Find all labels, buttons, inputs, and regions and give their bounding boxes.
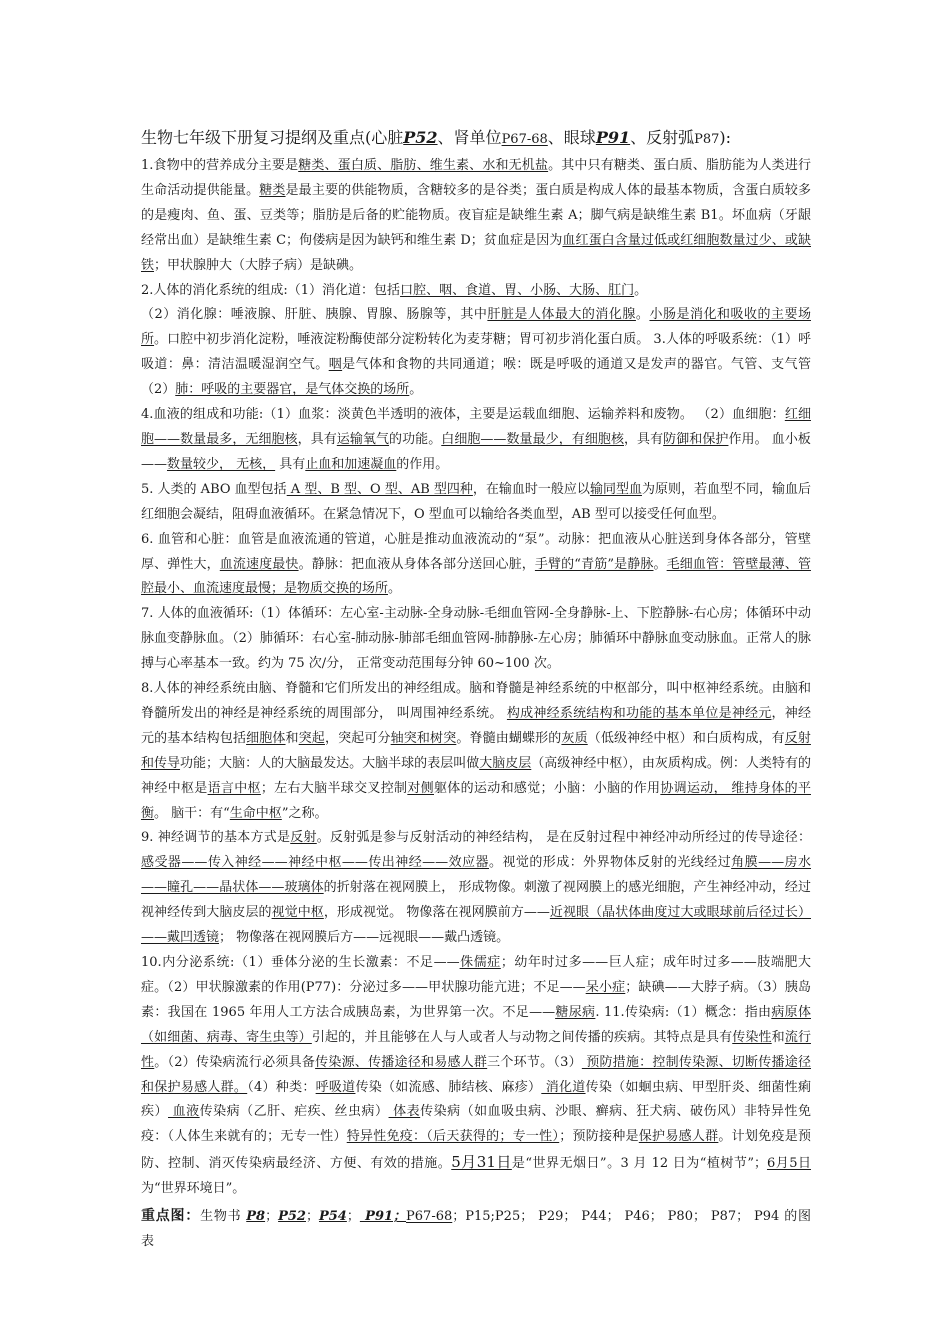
section-nutrition: 1.食物中的营养成分主要是糖类、蛋白质、脂肪、维生素、水和无机盐。其中只有糖类、蛋白质、脂肪能为人类进行生命活动提供能量。糖类是最主要的供能物质，含糖较多的是谷类；蛋白质是构成人体的最基本物质，含蛋白质较多的是瘦肉、鱼、蛋、豆类等；脂肪是后备的贮能物质。夜盲症是缺维生素 A；脚气病是缺维生素 B1。坏血病（牙龈经常出血）是缺维生素 C；佝偻病是因为缺钙和维生素 D；贫血症是因为血红蛋白含量过低或红细胞数量过少、或缺铁；甲状腺肿大（大脖子病）是缺碘。: [141, 158, 811, 273]
section-endocrine-infectious: 10.内分泌系统:（1）垂体分泌的生长激素：不足——侏儒症；幼年时过多——巨人症；成年时过多——肢端肥大症。（2）甲状腺激素的作用(P77)：分泌过多——甲状腺功能亢进；不足——呆小症；缺碘——大脖子病。（3）胰岛素：我国在 1965 年用人工方法合成胰岛素，为世界第一次。不足——糖尿病. 11.传染病:（1）概念：指由病原体（如细菌、病毒、寄生虫等）引起的，并且能够在人与人或者人与动物之间传播的疾病。其特点是具有传染性和流行性。（2）传染病流行必须具备传染源、传播途径和易感人群三个环节。（3） 预防措施：控制传染源、切断传播途径和保护易感人群。（4）种类：呼吸道传染（如流感、肺结核、麻疹） 消化道传染（如蛔虫病、甲型肝炎、细菌性痢疾） 血液传染病（乙肝、疟疾、丝虫病） 体表传染病（如血吸虫病、沙眼、癣病、狂犬病、破伤风）非特异性免疫：（人体生来就有的；无专一性）特异性免疫：（后天获得的；专一性）；预防接种是保护易感人群。计划免疫是预防、控制、消灭传染病最经济、方便、有效的措施。5月31日是“世界无烟日”。3 月 12 日为“植树节”；6月5日为“世界环境日”。: [141, 955, 811, 1197]
section-nervous-system: 8.人体的神经系统由脑、脊髓和它们所发出的神经组成。脑和脊髓是神经系统的中枢部分，叫中枢神经系统。由脑和脊髓所发出的神经是神经系统的周围部分， 叫周围神经系统。 构成神经系统结构和功能的基本单位是神经元，神经元的基本结构包括细胞体和突起，突起可分轴突和树突。脊髓由蝴蝶形的灰质（低级神经中枢）和白质构成，有反射和传导功能；大脑：人的大脑最发达。大脑半球的表层叫做大脑皮层（高级神经中枢），由灰质构成。例：人类特有的神经中枢是语言中枢；左右大脑半球交叉控制对侧躯体的运动和感觉；小脑：小脑的作用协调运动， 维持身体的平衡。 脑干：有“生命中枢”之称。: [141, 681, 811, 821]
document-title: 生物七年级下册复习提纲及重点(心脏P52、肾单位P67-68、眼球P91、反射弧P87):: [141, 128, 732, 147]
section-blood: 4.血液的组成和功能:（1）血浆：淡黄色半透明的液体，主要是运载血细胞、运输养料和废物。 （2）血细胞：红细胞——数量最多，无细胞核，具有运输氧气的功能。白细胞——数量最少，有细胞核，具有防御和保护作用。 血小板——数量较少， 无核， 具有止血和加速凝血的作用。: [141, 407, 811, 472]
section-circulation: 7. 人体的血液循环:（1）体循环：左心室-主动脉-全身动脉-毛细血管网-全身静脉-上、下腔静脉-右心房；体循环中动脉血变静脉血。（2）肺循环：右心室-肺动脉-肺部毛细血管网-肺静脉-左心房；肺循环中静脉血变动脉血。正常人的脉搏与心率基本一致。约为 75 次/分， 正常变动范围每分钟 60~100 次。: [141, 606, 811, 672]
document-page: [141, 124, 811, 1255]
section-digestive-tract: 2.人体的消化系统的组成:（1）消化道：包括口腔、咽、食道、胃、小肠、大肠、肛门。: [141, 282, 648, 298]
section-digestive-glands-respiratory: （2）消化腺：唾液腺、肝脏、胰腺、胃腺、肠腺等，其中肝脏是人体最大的消化腺。小肠是消化和吸收的主要场所。口腔中初步消化淀粉，唾液淀粉酶使部分淀粉转化为麦芽糖；胃可初步消化蛋白质。 3.人体的呼吸系统：（1）呼吸道：鼻：清洁温暖湿润空气。咽是气体和食物的共同通道；喉：既是呼吸的通道又是发声的器官。气管、支气管（2）肺：呼吸的主要器官，是气体交换的场所。: [141, 307, 811, 398]
section-reflex-vision: 9. 神经调节的基本方式是反射。反射弧是参与反射活动的神经结构， 是在反射过程中神经冲动所经过的传导途径：感受器——传入神经——神经中枢——传出神经——效应器。视觉的形成：外界物体反射的光线经过角膜——房水——瞳孔——晶状体——玻璃体的折射落在视网膜上， 形成物像。刺激了视网膜上的感光细胞，产生神经冲动，经过视神经传到大脑皮层的视觉中枢，形成视觉。 物像落在视网膜前方——近视眼（晶状体曲度过大或眼球前后径过长）——戴凹透镜； 物像落在视网膜后方——远视眼——戴凸透镜。: [141, 830, 811, 946]
key-figures: 重点图：生物书 P8；P52；P54； P91；P67-68；P15;P25； P29； P44； P46； P80； P87； P94 的图表: [141, 1208, 811, 1249]
section-blood-types: 5. 人类的 ABO 血型包括 A 型、B 型、O 型、AB 型四种，在输血时一般应以输同型血为原则，若血型不同，输血后红细胞会凝结，阻碍血液循环。在紧急情况下，O 型血可以输给各类血型，AB 型可以接受任何血型。: [141, 481, 811, 522]
section-vessels-heart: 6. 血管和心脏：血管是血液流通的管道，心脏是推动血液流动的“泵”。动脉：把血液从心脏送到身体各部分，管壁厚、弹性大，血流速度最快。静脉：把血液从身体各部分送回心脏，手臂的“青筋”是静脉。毛细血管：管壁最薄、管腔最小、血流速度最慢；是物质交换的场所。: [141, 531, 811, 597]
